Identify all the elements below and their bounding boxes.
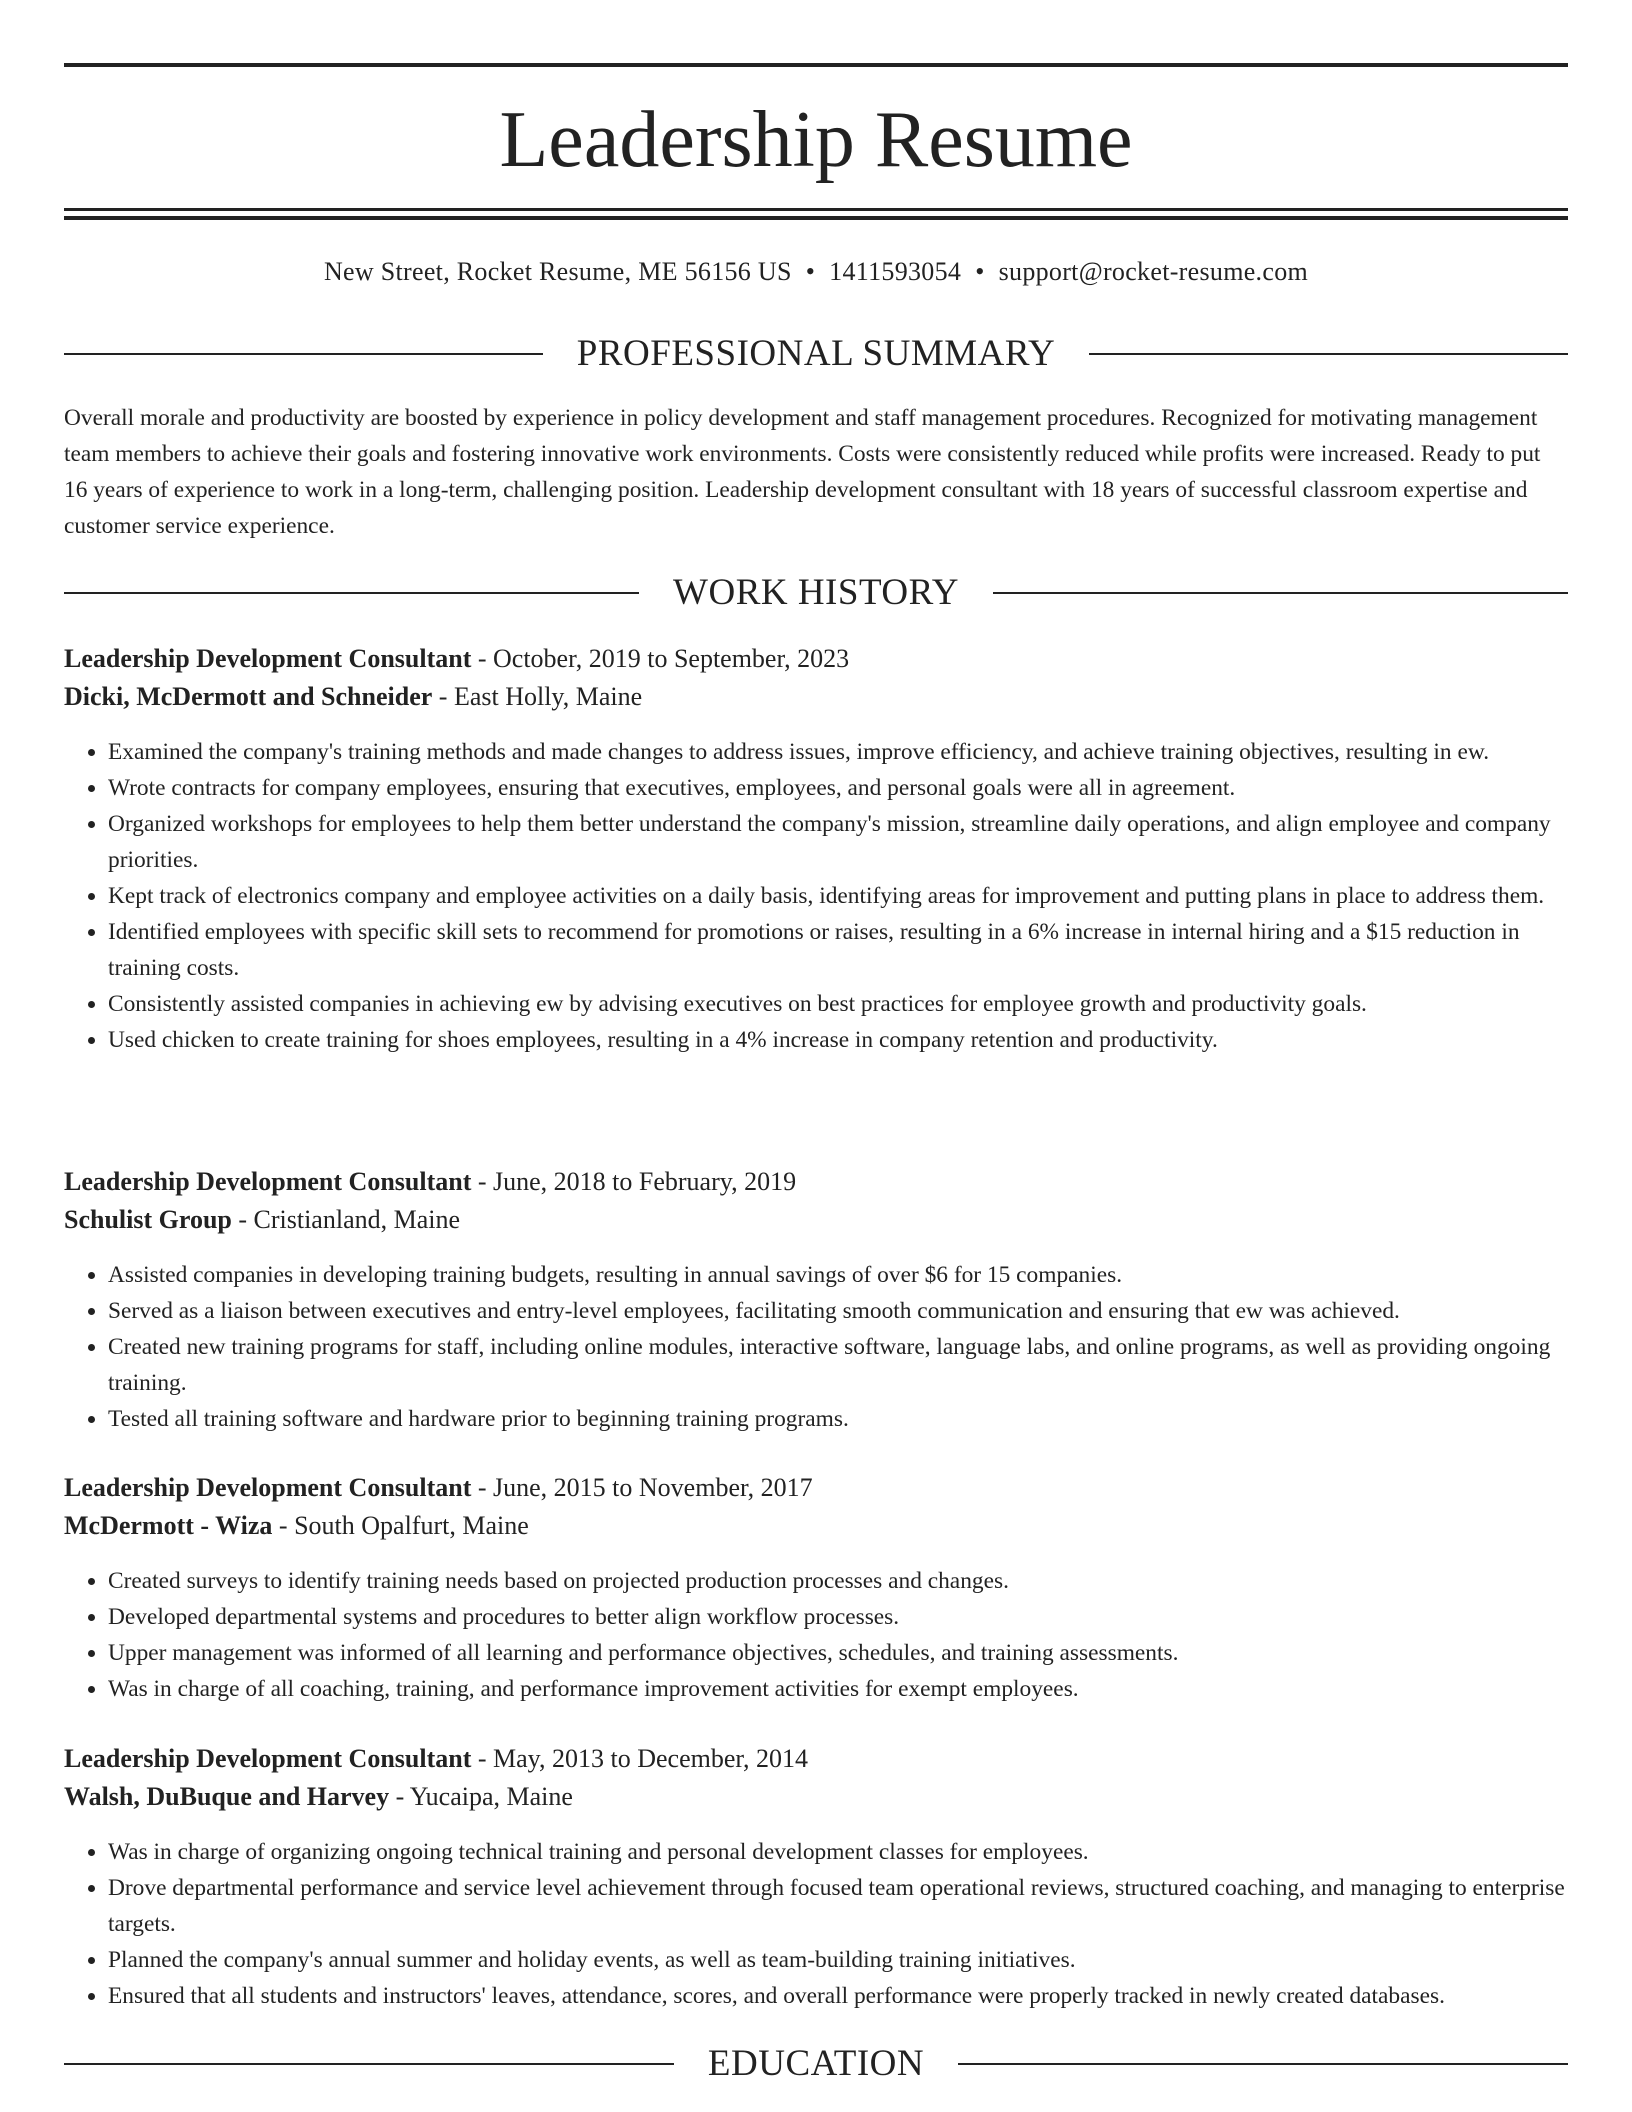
list-item: • Drove departmental performance and service level achievement through focused team operational reviews, structured coaching, and managing to enterprise targets. <box>108 1870 1568 1942</box>
job-company: Schulist Group <box>64 1205 232 1234</box>
job-title: Leadership Development Consultant <box>64 1473 472 1502</box>
section-header-education <box>64 2042 1568 2086</box>
list-item: • Upper management was informed of all learning and performance objectives, schedules, and training assessments. <box>108 1635 1568 1671</box>
job-company: Dicki, McDermott and Schneider <box>64 682 433 711</box>
contact-line <box>64 252 1568 292</box>
list-item: • Used chicken to create training for shoes employees, resulting in a 4% increase in company retention and productivity. <box>108 1022 1568 1058</box>
header-double-rule <box>64 208 1568 220</box>
job-location: - Yucaipa, Maine <box>389 1782 573 1811</box>
job-title-line <box>64 1163 1568 1201</box>
job-title: Leadership Development Consultant <box>64 1744 472 1773</box>
resume-title: Leadership Resume <box>499 96 1133 184</box>
list-item: • Kept track of electronics company and employee activities on a daily basis, identifying areas for improvement and putting plans in place to address them. <box>108 878 1568 914</box>
job-dates: - June, 2015 to November, 2017 <box>471 1473 813 1502</box>
job-title-line <box>64 640 1568 678</box>
job-location: - East Holly, Maine <box>432 682 643 711</box>
job-bullets <box>64 1834 1568 2014</box>
contact-phone: 1411593054 <box>829 257 962 286</box>
contact-separator: • <box>805 257 816 286</box>
section-rule-right <box>993 592 1568 594</box>
job-title: Leadership Development Consultant <box>64 644 472 673</box>
job-dates: - May, 2013 to December, 2014 <box>471 1744 808 1773</box>
list-item: • Consistently assisted companies in achieving ew by advising executives on best practices for employee growth and productivity goals. <box>108 986 1568 1022</box>
list-item: • Was in charge of organizing ongoing technical training and personal development classes for employees. <box>108 1834 1568 1870</box>
job-title-line <box>64 1469 1568 1507</box>
section-rule-left <box>64 353 543 355</box>
header-top-rule <box>64 63 1568 67</box>
job-bullets <box>64 734 1568 1058</box>
job-location: - Cristianland, Maine <box>231 1205 461 1234</box>
section-title-summary: PROFESSIONAL SUMMARY <box>576 333 1056 374</box>
list-item: • Examined the company's training methods and made changes to address issues, improve efficiency, and achieve training objectives, resulting in ew. <box>108 734 1568 770</box>
list-item: • Ensured that all students and instructors' leaves, attendance, scores, and overall performance were properly tracked in newly created databases. <box>108 1978 1568 2014</box>
job-title: Leadership Development Consultant <box>64 1167 472 1196</box>
job-company: McDermott - Wiza <box>64 1511 273 1540</box>
list-item: • Created surveys to identify training needs based on projected production processes and changes. <box>108 1563 1568 1599</box>
list-item: • Planned the company's annual summer and holiday events, as well as team-building training initiatives. <box>108 1942 1568 1978</box>
job-title-line <box>64 1740 1568 1778</box>
list-item: • Was in charge of all coaching, training, and performance improvement activities for exempt employees. <box>108 1671 1568 1707</box>
section-rule-right <box>1089 353 1568 355</box>
contact-email: support@rocket-resume.com <box>998 257 1309 286</box>
list-item: • Created new training programs for staff, including online modules, interactive software, language labs, and online programs, as well as providing ongoing training. <box>108 1329 1568 1401</box>
job-bullets <box>64 1257 1568 1437</box>
list-item: • Wrote contracts for company employees, ensuring that executives, employees, and personal goals were all in agreement. <box>108 770 1568 806</box>
job-dates: - June, 2018 to February, 2019 <box>471 1167 797 1196</box>
list-item: • Assisted companies in developing training budgets, resulting in annual savings of over $6 for 15 companies. <box>108 1257 1568 1293</box>
contact-separator: • <box>975 257 985 286</box>
section-header-summary <box>64 332 1568 376</box>
job-company-line <box>64 1201 1568 1239</box>
list-item: • Tested all training software and hardware prior to beginning training programs. <box>108 1401 1568 1437</box>
section-rule-right <box>958 2063 1568 2065</box>
job-company-line <box>64 1507 1568 1545</box>
section-title-education: EDUCATION <box>707 2043 925 2084</box>
list-item: • Served as a liaison between executives and entry-level employees, facilitating smooth communication and ensuring that ew was achieved. <box>108 1293 1568 1329</box>
list-item: • Identified employees with specific skill sets to recommend for promotions or raises, resulting in a 6% increase in internal hiring and a $15 reduction in training costs. <box>108 914 1568 986</box>
job-company-line <box>64 1778 1568 1816</box>
section-rule-left <box>64 592 639 594</box>
job-dates: - October, 2019 to September, 2023 <box>471 644 850 673</box>
job-location: - South Opalfurt, Maine <box>272 1511 529 1540</box>
section-header-work-history <box>64 571 1568 615</box>
section-rule-left <box>64 2063 674 2065</box>
contact-address: New Street, Rocket Resume, ME 56156 US <box>323 257 792 286</box>
list-item: • Organized workshops for employees to help them better understand the company's mission, streamline daily operations, and align employee and company priorities. <box>108 806 1568 878</box>
list-item: • Developed departmental systems and procedures to better align workflow processes. <box>108 1599 1568 1635</box>
job-bullets <box>64 1563 1568 1707</box>
job-company-line <box>64 678 1568 716</box>
summary-text: Overall morale and productivity are boosted by experience in policy development and staff management procedures. Recognized for motivating management team members to achieve their goals and fostering innovative work environments. Costs were consistently reduced while profits were increased. Ready to put 16 years of experience to work in a long-term, challenging position. Leadership development consultant with 18 years of successful classroom expertise and customer service experience. <box>64 405 1541 539</box>
job-company: Walsh, DuBuque and Harvey <box>64 1782 390 1811</box>
section-title-work-history: WORK HISTORY <box>673 572 959 613</box>
